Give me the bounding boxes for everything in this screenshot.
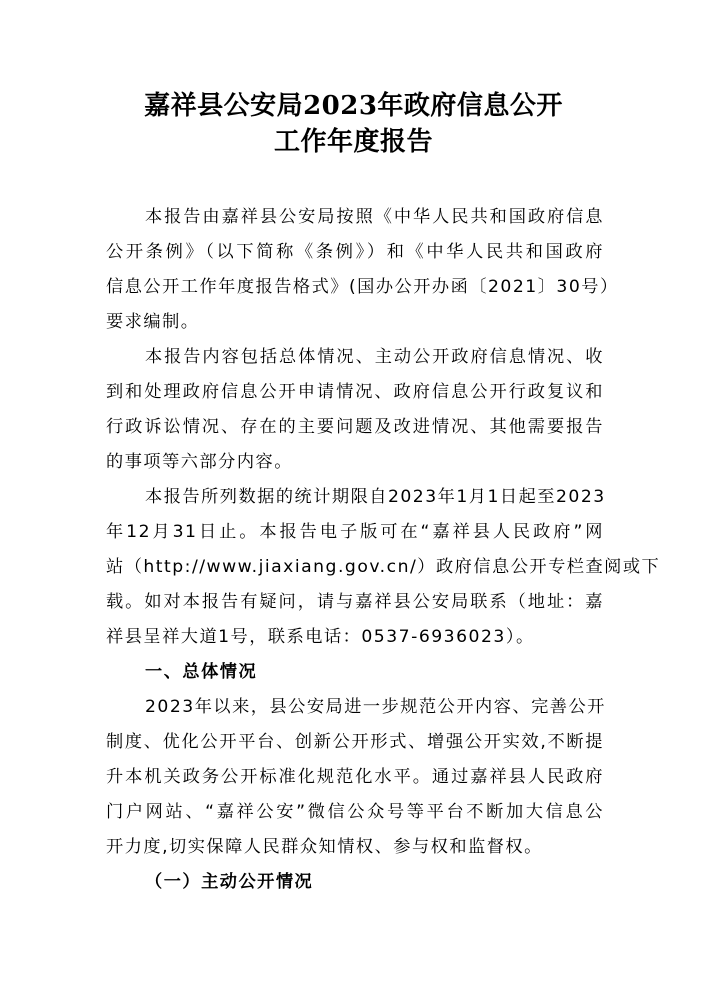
paragraph-line: 的事项等六部分内容。: [106, 452, 293, 472]
paragraph-line: 行政诉讼情况、存在的主要问题及改进情况、其他需要报告: [106, 417, 604, 437]
paragraph-line: 制度、优化公开平台、创新公开形式、增强公开实效,不断提: [106, 732, 604, 752]
paragraph-line: 信息公开工作年度报告格式》(国办公开办函〔2021〕30号）: [106, 277, 619, 297]
report-title-line-2: 工作年度报告: [273, 127, 433, 157]
paragraph-line: 公开条例》（以下简称《条例》）和《中华人民共和国政府: [106, 242, 604, 262]
paragraph-line: 站（http://www.jiaxiang.gov.cn/）政府信息公开专栏查阅或下: [106, 557, 661, 577]
paragraph-line: 本报告所列数据的统计期限自2023年1月1日起至2023: [145, 487, 606, 507]
paragraph-line: 祥县呈祥大道1号，联系电话：0537-6936023）。: [106, 627, 535, 647]
paragraph-line: 本报告由嘉祥县公安局按照《中华人民共和国政府信息: [145, 207, 604, 227]
paragraph-line: 升本机关政务公开标准化规范化水平。通过嘉祥县人民政府: [106, 767, 604, 787]
section-heading-overview: 一、总体情况: [145, 662, 258, 682]
paragraph-line: 开力度,切实保障人民群众知情权、参与权和监督权。: [106, 837, 543, 857]
paragraph-line: 门户网站、“嘉祥公安”微信公众号等平台不断加大信息公: [106, 802, 604, 822]
paragraph-line: 要求编制。: [106, 312, 200, 332]
paragraph-line: 本报告内容包括总体情况、主动公开政府信息情况、收: [145, 347, 604, 367]
paragraph-line: 2023年以来，县公安局进一步规范公开内容、完善公开: [145, 697, 606, 717]
paragraph-line: 年12月31日止。本报告电子版可在“嘉祥县人民政府”网: [106, 522, 604, 542]
paragraph-line: 到和处理政府信息公开申请情况、政府信息公开行政复议和: [106, 382, 604, 402]
report-title-line-1: 嘉祥县公安局2023年政府信息公开: [144, 91, 563, 121]
subsection-heading-active-disclosure: （一）主动公开情况: [145, 872, 314, 892]
paragraph-line: 载。如对本报告有疑问，请与嘉祥县公安局联系（地址：嘉: [106, 592, 604, 612]
